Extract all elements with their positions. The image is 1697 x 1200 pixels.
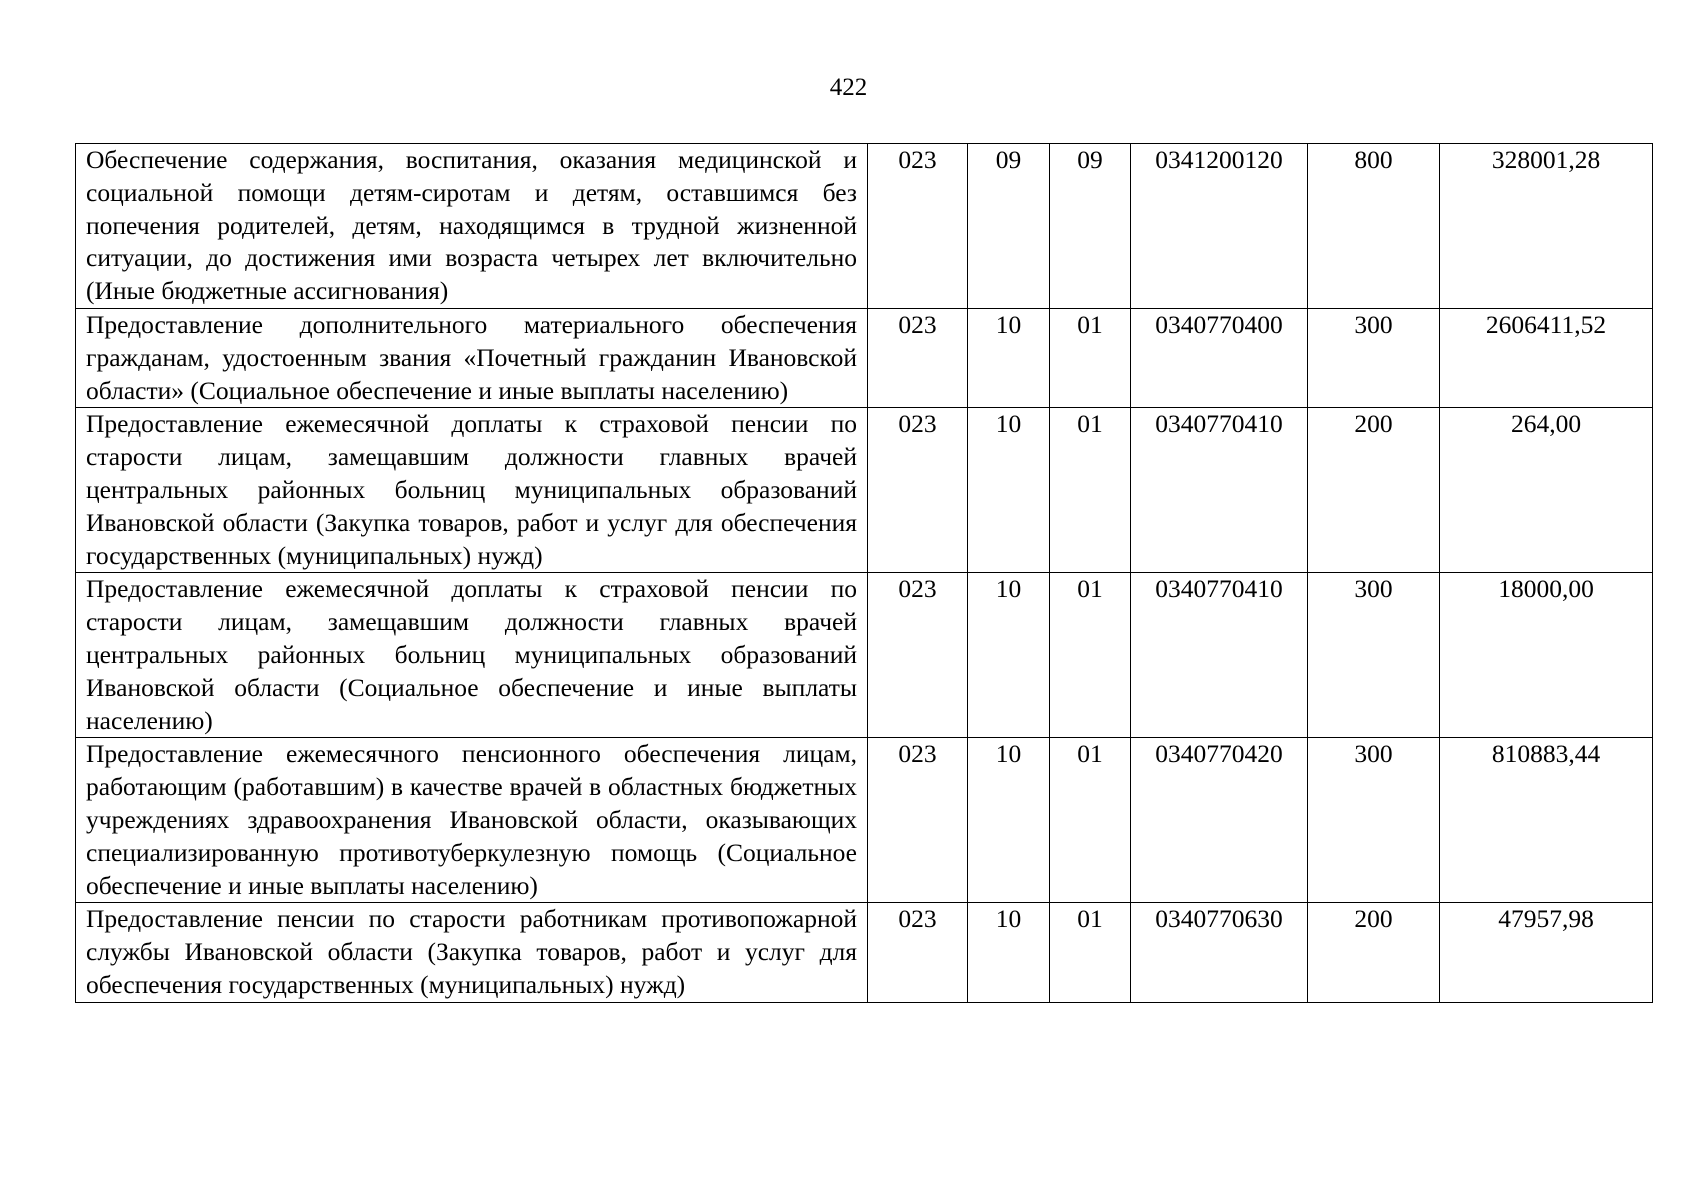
row-subsection-code: 01: [1050, 408, 1131, 573]
row-section-code: 10: [968, 903, 1050, 1002]
row-description: Обеспечение содержания, воспитания, оказания медицинской и социальной помощи детям-сиротам и детям, оставшимся без попечения родителей, детям, находящимся в трудной жизненной ситуации, до достижения ими возраста четырех лет включительно (Иные бюджетные ассигнования): [76, 144, 868, 309]
row-description: Предоставление ежемесячной доплаты к страховой пенсии по старости лицам, замещавшим должности главных врачей центральных районных больниц муниципальных образований Ивановской области (Социальное обеспечение и иные выплаты населению): [76, 573, 868, 738]
row-amount: 810883,44: [1440, 738, 1653, 903]
table-row: [76, 408, 1653, 573]
row-description: Предоставление ежемесячного пенсионного обеспечения лицам, работающим (работавшим) в качестве врачей в областных бюджетных учреждениях здравоохранения Ивановской области, оказывающих специализированную противотуберкулезную помощь (Социальное обеспечение и иные выплаты населению): [76, 738, 868, 903]
row-target-article-code: 0340770410: [1131, 408, 1308, 573]
row-section-code: 09: [968, 144, 1050, 309]
row-expense-type-code: 800: [1308, 144, 1440, 309]
row-expense-type-code: 200: [1308, 408, 1440, 573]
row-amount: 328001,28: [1440, 144, 1653, 309]
row-amount: 2606411,52: [1440, 308, 1653, 407]
budget-table: [75, 143, 1653, 1003]
row-ministry-code: 023: [868, 144, 968, 309]
row-section-code: 10: [968, 573, 1050, 738]
row-ministry-code: 023: [868, 408, 968, 573]
row-target-article-code: 0340770410: [1131, 573, 1308, 738]
row-target-article-code: 0340770400: [1131, 308, 1308, 407]
row-amount: 47957,98: [1440, 903, 1653, 1002]
row-section-code: 10: [968, 738, 1050, 903]
row-expense-type-code: 200: [1308, 903, 1440, 1002]
row-subsection-code: 09: [1050, 144, 1131, 309]
row-description: Предоставление ежемесячной доплаты к страховой пенсии по старости лицам, замещавшим должности главных врачей центральных районных больниц муниципальных образований Ивановской области (Закупка товаров, работ и услуг для обеспечения государственных (муниципальных) нужд): [76, 408, 868, 573]
table-row: [76, 903, 1653, 1002]
row-amount: 18000,00: [1440, 573, 1653, 738]
row-subsection-code: 01: [1050, 308, 1131, 407]
row-subsection-code: 01: [1050, 903, 1131, 1002]
row-subsection-code: 01: [1050, 738, 1131, 903]
table-row: [76, 738, 1653, 903]
row-ministry-code: 023: [868, 308, 968, 407]
row-expense-type-code: 300: [1308, 738, 1440, 903]
row-target-article-code: 0340770630: [1131, 903, 1308, 1002]
row-description: Предоставление пенсии по старости работникам противопожарной службы Ивановской области (Закупка товаров, работ и услуг для обеспечения государственных (муниципальных) нужд): [76, 903, 868, 1002]
row-target-article-code: 0341200120: [1131, 144, 1308, 309]
table-row: [76, 573, 1653, 738]
row-amount: 264,00: [1440, 408, 1653, 573]
table-row: [76, 308, 1653, 407]
row-section-code: 10: [968, 408, 1050, 573]
row-subsection-code: 01: [1050, 573, 1131, 738]
row-description: Предоставление дополнительного материального обеспечения гражданам, удостоенным звания «Почетный гражданин Ивановской области» (Социальное обеспечение и иные выплаты населению): [76, 308, 868, 407]
row-expense-type-code: 300: [1308, 308, 1440, 407]
row-section-code: 10: [968, 308, 1050, 407]
page-number: 422: [829, 74, 868, 101]
row-target-article-code: 0340770420: [1131, 738, 1308, 903]
table-row: [76, 144, 1653, 309]
row-ministry-code: 023: [868, 903, 968, 1002]
row-expense-type-code: 300: [1308, 573, 1440, 738]
row-ministry-code: 023: [868, 738, 968, 903]
row-ministry-code: 023: [868, 573, 968, 738]
